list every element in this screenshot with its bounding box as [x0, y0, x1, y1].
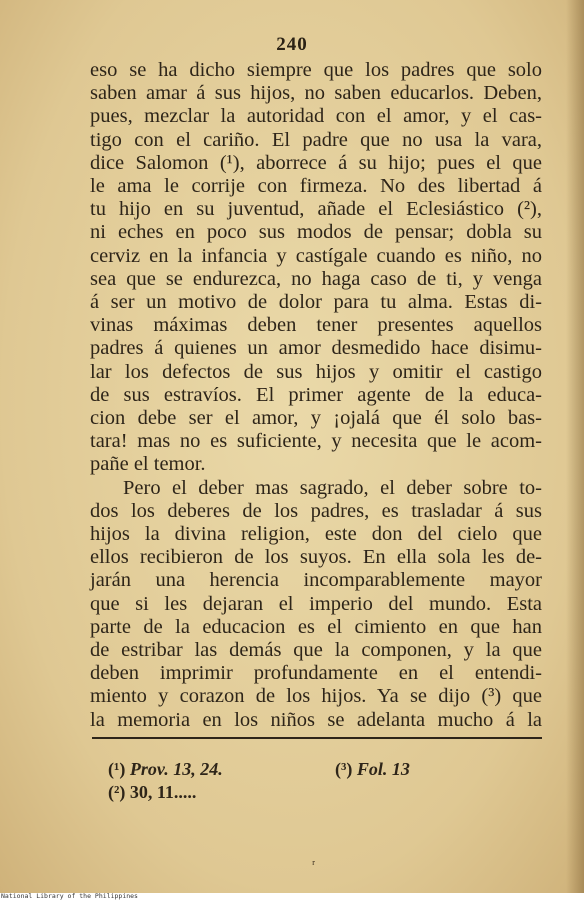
footnote-3: [335, 758, 410, 781]
body-text: [90, 59, 542, 732]
footnote-reference: Fol. 13: [356, 759, 410, 779]
text-line: á ser un motivo de dolor para tu alma. Estas di-: [90, 291, 542, 314]
text-line: que si les dejaran el imperio del mundo. Esta: [90, 592, 542, 615]
footnote-marker: (¹): [108, 759, 126, 779]
footnote-reference: 30, 11.....: [129, 782, 197, 802]
text-line: dice Salomon (¹), aborrece á su hijo; pues el que: [90, 151, 542, 174]
text-line: eso se ha dicho siempre que los padres que solo: [90, 59, 542, 81]
text-line: de estribar las demás que la componen, y la que: [90, 639, 542, 662]
text-line: la memoria en los niños se adelanta mucho á la: [90, 708, 542, 731]
text-line: dos los deberes de los padres, es trasladar á sus: [90, 499, 542, 522]
page-number: 240: [276, 34, 308, 55]
ink-speck: ʳ: [312, 858, 316, 873]
text-line: saben amar á sus hijos, no saben educarlos. Deben,: [90, 82, 542, 105]
footnote-2: [108, 781, 196, 804]
text-line: tigo con el cariño. El padre que no usa la vara,: [90, 128, 542, 151]
text-line: pues, mezclar la autoridad con el amor, y el cas-: [90, 105, 542, 128]
text-line: jarán una herencia incomparablemente mayor: [90, 569, 542, 592]
footnote-1: [108, 758, 223, 781]
text-line: hijos la divina religion, este don del cielo que: [90, 523, 542, 546]
text-line: miento y corazon de los hijos. Ya se dijo (³) que: [90, 685, 542, 708]
text-line: cerviz en la infancia y castígale cuando es niño, no: [90, 244, 542, 267]
text-line: le ama le corrije con firmeza. No des libertad á: [90, 175, 542, 198]
text-line: sea que se endurezca, no haga caso de ti, y venga: [90, 267, 542, 290]
text-line: vinas máximas deben tener presentes aquellos: [90, 314, 542, 337]
footnote-reference: Prov. 13, 24.: [129, 759, 223, 779]
text-line: Pero el deber mas sagrado, el deber sobre to-: [123, 476, 542, 499]
text-line: tara! mas no es suficiente, y necesita que le acom-: [90, 430, 542, 453]
text-line: cion debe ser el amor, y ¡ojalá que él solo bas-: [90, 407, 542, 430]
footnote-marker: (³): [335, 759, 353, 779]
text-line: tu hijo en su juventud, añade el Eclesiástico (²),: [90, 198, 542, 221]
text-line: parte de la educacion es el cimiento en que han: [90, 615, 542, 638]
text-line: lar los defectos de sus hijos y omitir el castigo: [90, 360, 542, 383]
text-line: padres á quienes un amor desmedido hace disimu-: [90, 337, 542, 360]
text-line: ellos recibieron de los suyos. En ella sola les de-: [90, 546, 542, 569]
footnote-marker: (²): [108, 782, 126, 802]
text-line: deben imprimir profundamente en el entendi-: [90, 662, 542, 685]
text-line: de sus estravíos. El primer agente de la educa-: [90, 383, 542, 406]
text-line: ni eches en poco sus modos de pensar; dobla su: [90, 221, 542, 244]
text-line: pañe el temor.: [90, 453, 206, 476]
footnote-rule: [92, 737, 542, 739]
scan-credit: National Library of the Philippines: [1, 892, 138, 900]
